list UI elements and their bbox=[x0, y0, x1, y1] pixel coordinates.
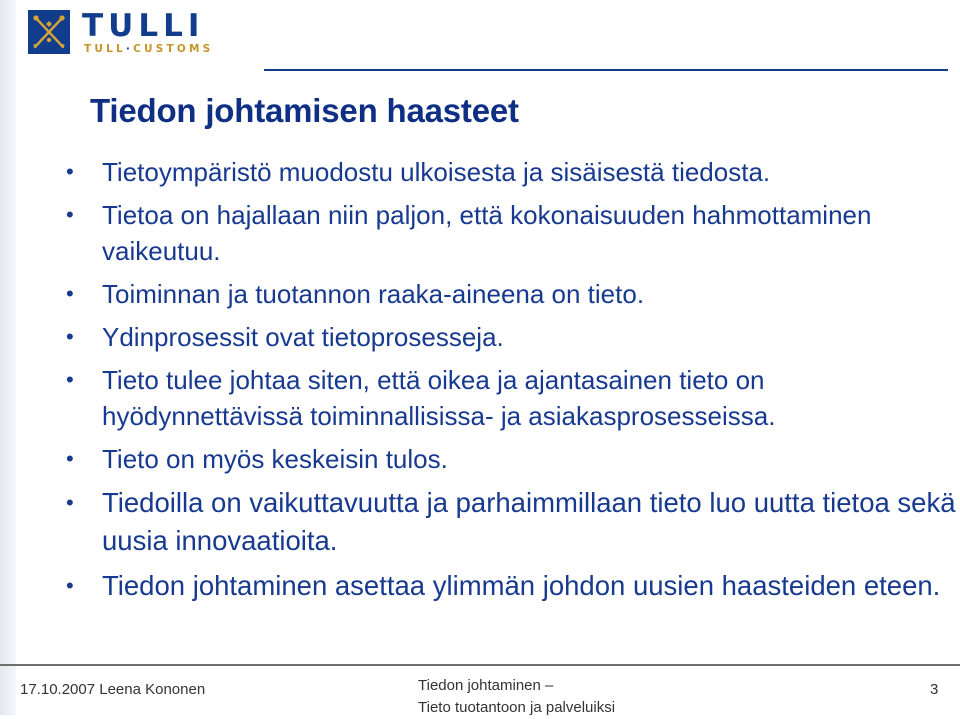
bullet-item bbox=[66, 484, 956, 560]
bullet-item bbox=[66, 362, 956, 434]
left-decor-strip bbox=[0, 0, 16, 715]
bullet-dot-icon: • bbox=[66, 281, 74, 306]
bullet-text: Tietoympäristö muodostu ulkoisesta ja sisäisestä tiedosta. bbox=[102, 157, 771, 187]
brand-subtitle-separator: · bbox=[125, 43, 134, 55]
bullet-text: Tiedon johtaminen asettaa ylimmän johdon uusien haasteiden eteen. bbox=[102, 570, 941, 601]
bullet-item bbox=[66, 567, 956, 605]
bullet-item bbox=[66, 197, 956, 269]
bullet-text: Ydinprosessit ovat tietoprosesseja. bbox=[102, 322, 504, 352]
brand-subtitle-part1: TULL bbox=[84, 43, 126, 55]
bullet-dot-icon: • bbox=[66, 324, 74, 349]
bullet-text: Tiedoilla on vaikuttavuutta ja parhaimmillaan tieto luo uutta tietoa sekä uusia innovaatioita. bbox=[102, 487, 956, 556]
bullet-dot-icon: • bbox=[66, 446, 74, 471]
footer-title-line1: Tiedon johtaminen – bbox=[418, 677, 554, 694]
slide-title: Tiedon johtamisen haasteet bbox=[90, 92, 519, 129]
footer-rule bbox=[0, 664, 960, 666]
bullet-text: Toiminnan ja tuotannon raaka-aineena on tieto. bbox=[102, 279, 645, 309]
brand-name: TULLI bbox=[82, 8, 205, 44]
customs-emblem-icon bbox=[28, 10, 70, 54]
bullet-item bbox=[66, 276, 956, 312]
bullet-dot-icon: • bbox=[66, 573, 74, 598]
brand-subtitle bbox=[84, 43, 213, 55]
bullet-dot-icon: • bbox=[66, 159, 74, 184]
page-number: 3 bbox=[930, 681, 939, 698]
footer-date-author: 17.10.2007 Leena Kononen bbox=[20, 681, 206, 698]
bullet-dot-icon: • bbox=[66, 202, 74, 227]
bullet-item bbox=[66, 154, 956, 190]
bullet-text: Tietoa on hajallaan niin paljon, että kokonaisuuden hahmottaminen vaikeutuu. bbox=[102, 200, 872, 266]
bullet-text: Tieto tulee johtaa siten, että oikea ja ajantasainen tieto on hyödynnettävissä toiminnallisissa- ja asiakasprosesseissa. bbox=[102, 365, 776, 431]
bullet-dot-icon: • bbox=[66, 367, 74, 392]
bullet-item bbox=[66, 441, 956, 477]
tulli-logo bbox=[28, 10, 268, 60]
bullet-list bbox=[66, 154, 956, 612]
bullet-item bbox=[66, 319, 956, 355]
header-rule bbox=[264, 69, 948, 71]
footer-title-line2: Tieto tuotantoon ja palveluiksi bbox=[418, 699, 616, 716]
bullet-text: Tieto on myös keskeisin tulos. bbox=[102, 444, 448, 474]
footer-presentation-title bbox=[418, 675, 615, 719]
brand-subtitle-part2: CUSTOMS bbox=[133, 43, 214, 55]
bullet-dot-icon: • bbox=[66, 490, 74, 515]
